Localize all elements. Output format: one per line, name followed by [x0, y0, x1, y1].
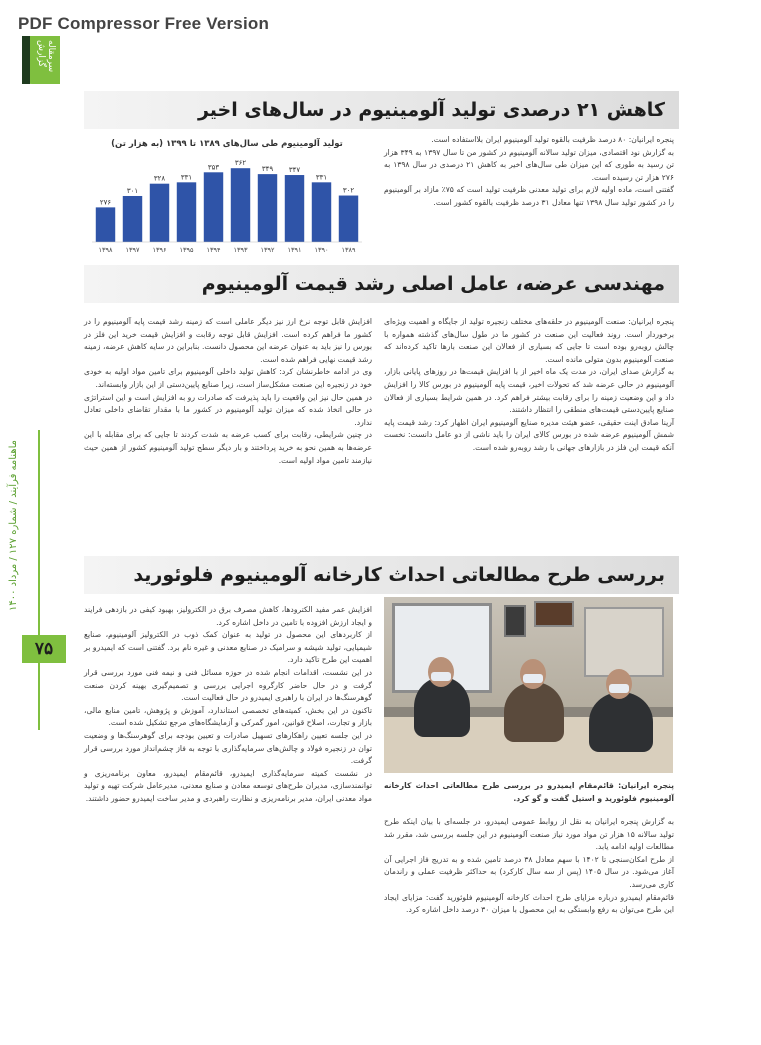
article3-paragraph: قائم‌مقام ایمیدرو درباره مزایای طرح احداث کارخانه آلومینیوم فلوئورید گفت: مزایای ایجاد این طرح می‌توان به رفع وابستگی به این محصول با میزان ۳۰ درصد داخل اشاره کرد. — [384, 892, 674, 915]
article1-body — [384, 134, 674, 210]
article3-paragraph: در این نشست، اقدامات انجام شده در حوزه مسائل فنی و نیمه فنی مورد بررسی قرار گرفت و در حال حاضر کارگروه اجرایی بررسی و تصمیم‌گیری بهینه کردن صنعت گوهرسنگ‌ها در ایران با راهبری ایمیدرو در حال فعالیت است. — [84, 667, 372, 703]
article2-paragraph: پنجره ایرانیان: صنعت آلومینیوم در حلقه‌های مختلف زنجیره تولید از جایگاه و اهمیت ویژه‌ای برخوردار است. روند فعالیت این صنعت در کشور ما در طول سال‌های گذشته همواره با چالش روبه‌رو بوده است تا جایی که بسیاری از فعالان این صنعت بارها تاکید کرده‌اند که صنعت آلومینیوم بدون متولی مانده است. — [384, 317, 674, 364]
chart-tick-label: ۱۳۹۷ — [125, 246, 140, 254]
production-chart — [86, 130, 368, 258]
watermark: PDF Compressor Free Version — [18, 14, 270, 33]
side-margin — [0, 430, 42, 730]
article2-paragraph: در همین حال نیز این واقعیت را باید پذیرفت که صادرات رو به افزایش است و این استراتژی در حالی اتخاذ شده که میزان تولید آلومینیوم در کشور ما با مقدار تقاضای داخلی تعادل ندارد. — [84, 392, 372, 427]
chart-bar — [204, 172, 223, 242]
chart-value-label: ۲۷۶ — [99, 198, 112, 207]
article1-headline — [84, 91, 679, 129]
article3-headline — [84, 556, 679, 594]
article3-paragraph: به گزارش پنجره ایرانیان به نقل از روابط عمومی ایمیدرو، در جلسه‌ای با بیان اینکه طرح تولید سالانه ۱۵ هزار تن مواد مورد نیاز صنعت آلومینیوم در این جلسه بررسی شد، مقرر شد مطالعات اولیه ادامه یابد. — [384, 817, 674, 852]
chart-tick-label: ۱۳۹۴ — [206, 246, 221, 254]
chart-bar — [231, 168, 250, 242]
photo-caption: پنجره ایرانیان: قائم‌مقام ایمیدرو در بررسی طرح مطالعاتی احداث کارخانه آلومینیوم فلوئورید و استیل گفت و گو کرد. — [384, 781, 674, 803]
chart-tick-label: ۱۳۹۶ — [152, 246, 167, 254]
chart-tick-label: ۱۳۹۸ — [98, 246, 113, 254]
photo-person — [589, 692, 653, 752]
photo-person — [504, 682, 564, 742]
article2-paragraph: وی در ادامه خاطرنشان کرد: کاهش تولید داخلی آلومینیوم برای تامین مواد اولیه به خودی خود در زنجیره این صنعت مشکل‌ساز است، زیرا صنایع پایین‌دستی از این بازار وابسته‌اند. — [84, 367, 372, 389]
article1-paragraph: پنجره ایرانیان: ۸۰ درصد ظرفیت بالقوه تولید آلومینیوم ایران بلااستفاده است. — [431, 135, 674, 144]
section-tab — [22, 36, 60, 84]
article3-paragraph: از طرح امکان‌سنجی تا ۱۴۰۲ با سهم معادل ۳۸ درصد تامین شده و به تدریج فاز اجرایی آن آغاز می‌شود. در سال ۱۴۰۵ (پس از سه سال کارکرد) به حداکثر ظرفیت عملی و راندمان کاری می‌رسد. — [384, 854, 674, 889]
chart-bar — [96, 207, 115, 242]
article3-right-column — [384, 816, 674, 917]
chart-tick-label: ۱۳۹۵ — [179, 246, 194, 254]
article3-paragraph: در نشست کمیته سرمایه‌گذاری ایمیدرو، قائم‌مقام ایمیدرو، معاون برنامه‌ریزی و توانمندسازی، مدیران طرح‌های توسعه معادن و صنایع معدنی، مدیرعامل شرکت تهیه و تولید مواد معدنی ایران، مدیر برنامه‌ریزی و نظارت راهبردی و مدیر ساخت ایمیدرو حضور داشتند. — [84, 768, 372, 803]
article2-right-column — [384, 316, 674, 455]
production-bar-chart — [86, 130, 368, 258]
chart-value-label: ۳۲۸ — [153, 174, 166, 183]
article2-left-column — [84, 316, 372, 467]
article2-headline — [84, 265, 679, 303]
chart-bar — [285, 175, 304, 242]
chart-tick-label: ۱۳۹۲ — [260, 246, 275, 254]
chart-tick-label: ۱۳۹۱ — [287, 246, 302, 254]
article3-left-column — [84, 604, 372, 806]
article2-title: مهندسی عرضه، عامل اصلی رشد قیمت آلومینیوم — [201, 273, 665, 295]
side-issue-label: ماهنامه فرآیند / شماره ۱۲۷ / مرداد ۱۴۰۰ — [8, 440, 19, 612]
article2-paragraph: در چنین شرایطی، رقابت برای کسب عرضه به شدت کردند تا جایی که برای مقابله با این عرضه‌ها به همین نحو به خرید پرداختند و بار دیگر سطح تولید آلومینیوم کشور از همین حیث نیازمند تامین مواد اولیه است. — [84, 430, 372, 465]
article3-title: بررسی طرح مطالعاتی احداث کارخانه آلومینیوم فلوئورید — [133, 564, 665, 586]
chart-value-label: ۳۰۲ — [342, 186, 355, 195]
chart-bar — [123, 196, 142, 242]
article3-paragraph: در این جلسه تعیین راهکارهای تسهیل صادرات و تعیین بودجه برای گوهرسنگ‌ها و وضعیت توان در زنجیره فولاد و چالش‌های سرمایه‌گذاری با توجه به فاز چشم‌انداز مورد بررسی قرار گرفت. — [84, 730, 372, 766]
photo-portrait — [534, 601, 574, 627]
section-tab-label: سرمقاله گزارش — [36, 40, 56, 73]
photo-person-mask — [609, 684, 629, 693]
chart-title: تولید آلومینیوم طی سال‌های ۱۳۸۹ تا ۱۳۹۹ (به هزار تن) — [111, 139, 343, 149]
chart-bar — [312, 182, 331, 242]
chart-bar — [177, 182, 196, 242]
chart-bar — [339, 196, 358, 242]
photo-board — [584, 607, 664, 677]
photo-person-mask — [431, 672, 451, 681]
article2-paragraph: افزایش قابل توجه نرخ ارز نیز دیگر عاملی است که زمینه رشد قیمت پایه آلومینیوم را در کشور ما فراهم کرده است. افزایش قابل توجه رقابت و افزایش قیمت خرید این فلز در بورس را نیز باید به عنوان عرضه این محصول دانست. بنابراین در سایه کاهش عرضه، زمینه رشد قیمت نهایی فراهم شده است. — [84, 317, 372, 364]
side-rule — [38, 430, 40, 730]
chart-value-label: ۳۰۱ — [126, 186, 139, 195]
chart-value-label: ۳۴۷ — [288, 166, 301, 175]
chart-bar — [258, 174, 277, 242]
chart-value-label: ۳۳۱ — [180, 173, 193, 182]
article2-paragraph: به گزارش صدای ایران، در مدت یک ماه اخیر از با افزایش قیمت‌ها در روزهای پایانی بازار، آلومینیوم در حالی عرضه شد که تحولات اخیر، قیمت پایه آلومینیوم در بورس کالا را افزایش داد و این وضعیت زمینه را برای رقابت بیشتر فراهم کرد. در همین شرایط بسیاری از فعالان صنایع پایین‌دستی قیمت‌های منطقی را انتظار داشتند. — [384, 367, 674, 415]
chart-tick-label: ۱۳۸۹ — [341, 246, 356, 254]
photo-person-mask — [523, 674, 543, 683]
chart-tick-label: ۱۳۹۰ — [314, 246, 329, 254]
article1-paragraph: گفتنی است، ماده اولیه لازم برای تولید معدنی ظرفیت تولید است که ۷۵٪ مازاد بر آلومینیوم را در کشور تولید سال ۱۳۹۸ تنها معادل ۳۱ درصد ظرفیت بالقوه کشور است. — [384, 185, 675, 207]
article1-paragraph: به گزارش نود اقتصادی، میزان تولید سالانه آلومینیوم در کشور من تا سال ۱۳۹۷ به ۳۴۹ هزار تن رسید به طوری که این میزان طی سال‌های اخیر به کاهش ۲۱ درصدی در سال ۱۳۹۸ به ۲۷۶ هزار تن رسیده است. — [384, 147, 675, 182]
chart-value-label: ۳۴۹ — [261, 165, 274, 174]
meeting-photo — [384, 597, 673, 773]
article2-paragraph: آرینا صادق اینت حقیقی، عضو هیئت مدیره صنایع آلومینیوم ایران اظهار کرد: رشد قیمت پایه شمش آلومینیوم عرضه شده در بورس کالای ایران را باید ناشی از دو عامل دانست: نخست آنکه قیمت این فلز در بازارهای جهانی با رشد روبه‌رو شده است. — [384, 417, 674, 452]
chart-value-label: ۳۵۳ — [207, 163, 220, 172]
article1-title: کاهش ۲۱ درصدی تولید آلومینیوم در سال‌های اخیر — [197, 99, 665, 121]
photo-portrait — [504, 605, 526, 637]
section-tab-bar — [22, 36, 30, 84]
article3-paragraph: تاکنون در این بخش، کمیته‌های تخصصی استاندارد، آموزش و پژوهش، تامین منابع مالی، بازار و تجارت، اصلاح قوانین، امور گمرکی و آزمایشگاه‌های مرجع تشکیل شده است. — [84, 705, 372, 728]
chart-bar — [150, 184, 169, 242]
chart-tick-label: ۱۳۹۳ — [233, 246, 248, 254]
article3-paragraph: از کاربردهای این محصول در تولید به عنوان کمک ذوب در الکترولیز آلومینیوم، صنایع شیمیایی، تولید شیشه و سرامیک در صنایع معدنی و غیره نام برد. گفتنی است که ایمیدرو بر اهمیت این طرح تاکید دارد. — [84, 630, 372, 665]
article3-paragraph: افزایش عمر مفید الکترودها، کاهش مصرف برق در الکترولیز، بهبود کیفی در بازدهی فرایند و ایجاد ارزش افزوده با تامین در داخل اشاره کرد. — [84, 605, 372, 627]
chart-value-label: ۳۳۱ — [315, 173, 328, 182]
page-number: ۷۵ — [22, 635, 66, 663]
chart-value-label: ۳۶۲ — [234, 159, 247, 168]
